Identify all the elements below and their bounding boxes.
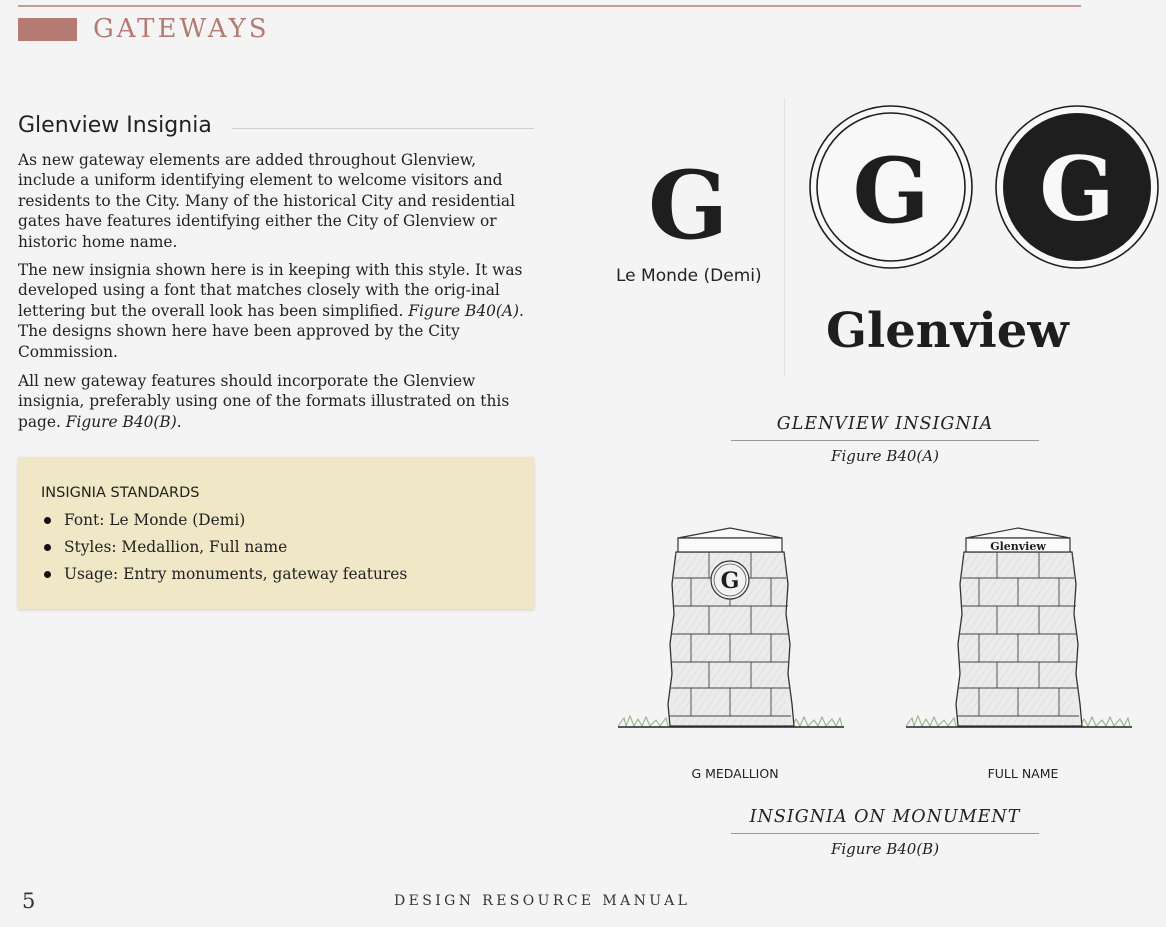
paragraph-1	[18, 150, 536, 252]
glenview-wordmark: Glenview	[826, 303, 1069, 359]
monument-medallion-letter: G	[720, 568, 740, 594]
paragraph-2-text: The new insignia shown here is in keeping with this style. It was developed using a font that matches closely with the orig-inal lettering but the overall look has been simplified.	[18, 261, 523, 320]
monument-left-label: G MEDALLION	[691, 766, 779, 781]
monument-plaque-text: Glenview	[990, 540, 1046, 553]
paragraph-3-tail: .	[176, 412, 182, 431]
heading-rule	[232, 128, 534, 129]
medallion-dark	[994, 104, 1160, 270]
figure-a-rule	[731, 440, 1039, 441]
figure-ref-a: Figure B40(A)	[408, 301, 520, 320]
article-heading: Glenview Insignia	[18, 113, 212, 138]
figure-divider	[784, 98, 785, 376]
paragraph-3-text: All new gateway features should incorporate the Glenview insignia, preferably using one of the formats illustrated on this page.	[18, 372, 510, 431]
figure-b-rule	[731, 833, 1039, 834]
standards-list	[41, 507, 407, 588]
paragraph-2	[18, 260, 536, 362]
insignia-standards-callout	[18, 457, 534, 609]
header-rule	[18, 5, 1081, 7]
figure-b-title: INSIGNIA ON MONUMENT	[749, 807, 1021, 827]
medallion-light-letter: G	[852, 138, 930, 244]
medallion-dark-letter: G	[1039, 137, 1115, 241]
paragraph-2-tail: . The designs shown here have been approved by the City Commission.	[18, 301, 524, 361]
monument-full-name	[904, 524, 1134, 730]
medallion-light	[808, 104, 974, 270]
figure-a-label: Figure B40(A)	[831, 447, 939, 465]
monument-medallion	[616, 524, 846, 730]
list-item: Font: Le Monde (Demi)	[41, 507, 407, 534]
font-label: Le Monde (Demi)	[616, 266, 762, 286]
figure-b-label: Figure B40(B)	[830, 840, 940, 858]
footer-title: DESIGN RESOURCE MANUAL	[394, 893, 691, 909]
monument-right-label: FULL NAME	[987, 766, 1059, 781]
insignia-letter: G	[648, 151, 729, 261]
page-number: 5	[22, 889, 36, 913]
list-item: Usage: Entry monuments, gateway features	[41, 561, 407, 588]
figure-a-title: GLENVIEW INSIGNIA	[776, 414, 994, 434]
figure-ref-b: Figure B40(B)	[65, 412, 177, 431]
list-item: Styles: Medallion, Full name	[41, 534, 407, 561]
paragraph-3	[18, 371, 536, 432]
section-title: GATEWAYS	[93, 14, 270, 44]
paragraph-1-text: As new gateway elements are added throughout Glenview, include a uniform identifying element to welcome visitors and residents to the City. Many of the historical City and residential gates have features identifying either the City of Glenview or historic home name.	[18, 151, 516, 251]
section-color-block	[18, 18, 77, 41]
callout-title: INSIGNIA STANDARDS	[41, 485, 200, 501]
